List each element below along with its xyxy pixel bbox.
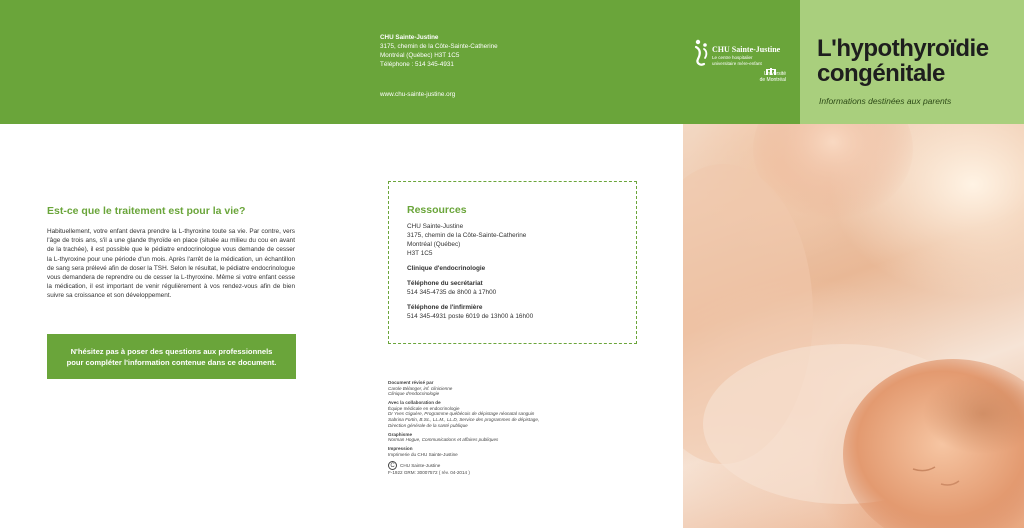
secretariat-label: Téléphone du secrétariat — [407, 280, 483, 287]
resources-name: CHU Sainte-Justine — [407, 223, 464, 230]
university-line-2: de Montréal — [759, 77, 786, 83]
address-street: 3175, chemin de la Côte-Sainte-Catherine — [380, 43, 498, 50]
chu-logo — [692, 38, 792, 88]
resources-body — [407, 222, 533, 321]
copyright-row — [388, 461, 608, 470]
secretariat-phone: 514 345-4735 de 8h00 à 17h00 — [407, 289, 497, 296]
nurse-label: Téléphone de l'infirmière — [407, 304, 483, 311]
resources-city: Montréal (Québec) — [407, 241, 461, 248]
header-address — [380, 33, 498, 69]
header-bar — [0, 0, 800, 124]
callout-line-2: pour compléter l'information contenue dans ce document. — [66, 357, 277, 367]
university-name — [746, 71, 786, 83]
print-label: Impression — [388, 446, 413, 452]
document-subtitle: Informations destinées aux parents — [819, 96, 952, 106]
resources-box — [388, 181, 637, 344]
document-code: F-1922 GRM: 30007572 ( rév. 04-2014 ) — [388, 470, 470, 476]
website-link[interactable]: www.chu-sainte-justine.org — [380, 91, 456, 98]
nurse-phone: 514 345-4931 poste 6019 de 13h00 à 16h00 — [407, 313, 534, 320]
revised-dept: Clinique d'endocrinologie — [388, 391, 440, 397]
treatment-question-title: Est-ce que le traitement est pour la vie? — [47, 205, 246, 217]
document-title — [817, 36, 989, 86]
chu-logo-icon — [692, 38, 714, 68]
design-name: Norman Hogue, Communications et affaires publiques — [388, 437, 499, 443]
resources-title: Ressources — [407, 204, 467, 216]
treatment-question-body: Habituellement, votre enfant devra prendre la L-thyroxine toute sa vie. Par contre, vers l'âge de trois ans, s'il a une glande thyroïde en place (située au milieu du cou en avant de la trachée), il est possible que le pédiatre endocrinologue vous demande de cesser la L-thyroxine pour une période d'un mois. Après l'arrêt de la médication, un échantillon de sang sera prélevé afin de doser la TSH. Selon le résultat, le pédiatre endocrinologue vous demandera de reprendre ou de cesser la L-thyroxine. Même si votre enfant cesse la médication, il est important de venir régulièrement à vos rendez-vous afin de bien suivre sa croissance et son développement. — [47, 228, 295, 300]
title-line-1: L'hypothyroïdie — [817, 35, 989, 62]
logo-tagline-1: Le centre hospitalier — [712, 55, 753, 60]
questions-callout — [47, 334, 296, 379]
collab-1: Équipe médicale en endocrinologie — [388, 405, 460, 411]
resources-clinic: Clinique d'endocrinologie — [407, 265, 486, 272]
copyright-holder: CHU Sainte-Justine — [400, 462, 441, 468]
address-name: CHU Sainte-Justine — [380, 34, 439, 41]
title-line-2: congénitale — [817, 60, 945, 87]
logo-name: CHU Sainte-Justine — [712, 45, 781, 54]
collab-4: Direction générale de la santé publique — [388, 422, 468, 428]
callout-line-1: N'hésitez pas à poser des questions aux professionnels — [70, 346, 273, 356]
mother-baby-photo — [683, 124, 1024, 528]
revised-name: Carole Bélanger, inf. clinicienne — [388, 385, 453, 391]
logo-tagline — [712, 55, 762, 66]
address-phone: Téléphone : 514 345-4931 — [380, 61, 454, 68]
resources-postal: H3T 1C5 — [407, 250, 433, 257]
resources-street: 3175, chemin de la Côte-Sainte-Catherine — [407, 232, 527, 239]
photo-illustration — [683, 124, 1024, 528]
collab-3: Sabrina Fortin, B.Sc., LL.M., LL.D, Service des programmes de dépistage, — [388, 417, 540, 423]
document-credits — [388, 380, 608, 476]
collab-2: Dr Yves Giguère, Programme québécois de dépistage néonatal sanguin — [388, 411, 535, 417]
collab-label: Avec la collaboration de — [388, 400, 441, 406]
logo-tagline-2: universitaire mère-enfant — [712, 60, 762, 66]
address-city: Montréal (Québec) H3T 1C5 — [380, 52, 460, 59]
design-label: Graphisme — [388, 431, 412, 437]
university-line-1: Université — [763, 71, 786, 77]
copyright-icon: C — [388, 461, 397, 470]
print-name: Imprimerie du CHU Sainte-Justine — [388, 452, 458, 458]
revised-label: Document révisé par — [388, 380, 434, 385]
